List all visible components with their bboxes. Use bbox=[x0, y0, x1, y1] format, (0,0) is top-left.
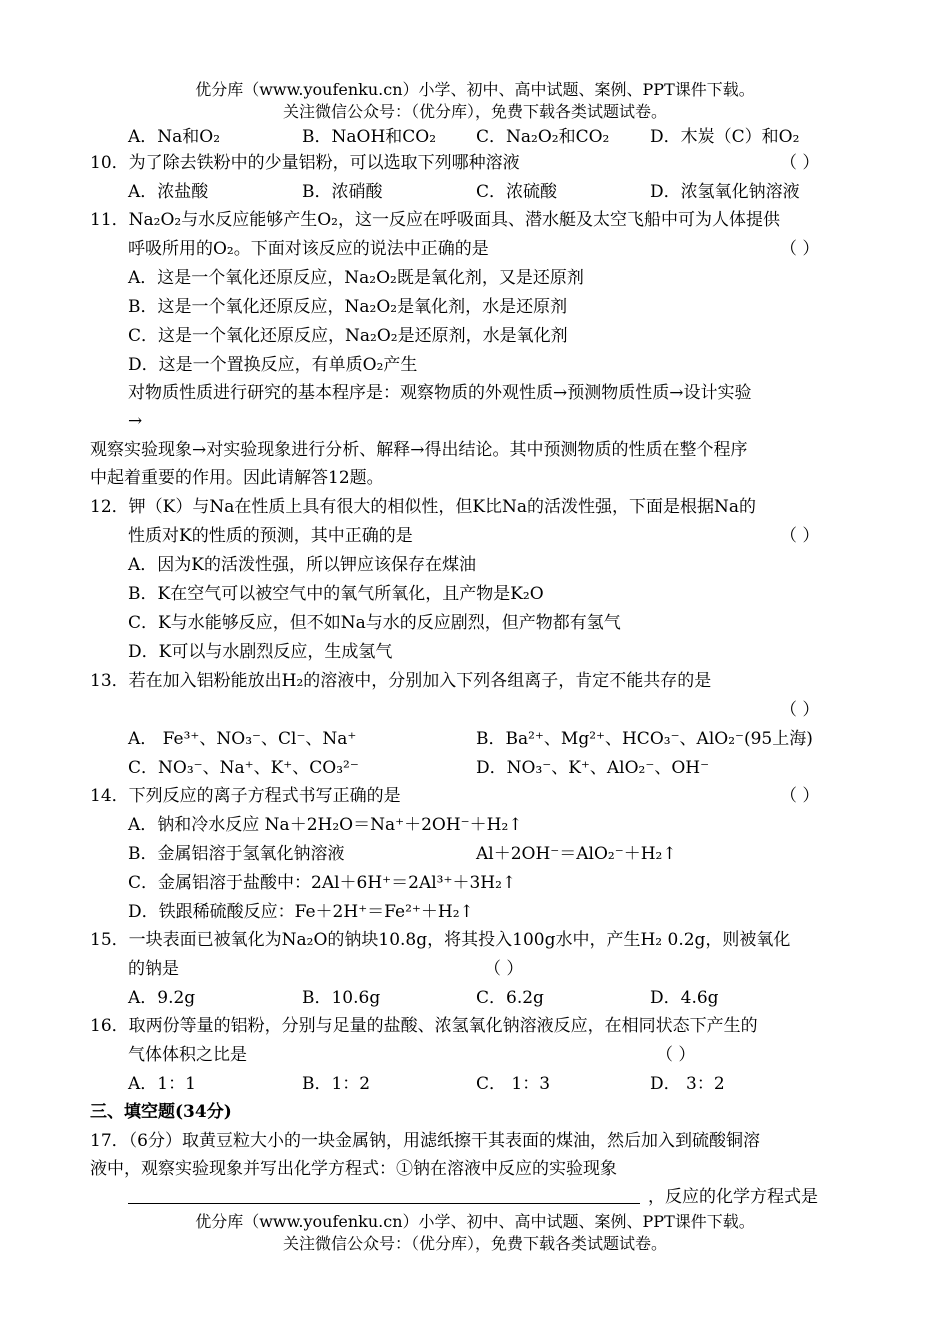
q9-option-d: D．木炭（C）和O₂ bbox=[650, 127, 800, 147]
q10-option-c: C．浓硫酸 bbox=[476, 182, 558, 202]
q13-option-c: C．NO₃⁻、Na⁺、K⁺、CO₃²⁻ bbox=[128, 758, 359, 778]
q11-option-d: D．这是一个置换反应，有单质O₂产生 bbox=[128, 355, 418, 375]
q9-option-a: A．Na和O₂ bbox=[128, 127, 221, 147]
section-3-title: 三、填空题(34分) bbox=[90, 1102, 232, 1122]
q11-option-b: B．这是一个氧化还原反应，Na₂O₂是氧化剂，水是还原剂 bbox=[128, 297, 568, 317]
footer-line-2: 关注微信公众号：（优分库），免费下载各类试题试卷。 bbox=[282, 1234, 667, 1253]
q16-stem-line-1: 16．取两份等量的铝粉，分别与足量的盐酸、浓氢氧化钠溶液反应，在相同状态下产生的 bbox=[90, 1016, 758, 1036]
q14-stem: 14．下列反应的离子方程式书写正确的是 bbox=[90, 786, 401, 806]
q17-stem-line-3-tail: ，反应的化学方程式是 bbox=[648, 1187, 818, 1207]
q15-stem-line-1: 15．一块表面已被氧化为Na₂O的钠块10.8g，将其投入100g水中，产生H₂ 0.2g，则被氧化 bbox=[90, 930, 791, 950]
q9-option-c: C．Na₂O₂和CO₂ bbox=[476, 127, 610, 147]
q10-stem: 10．为了除去铁粉中的少量铝粉，可以选取下列哪种溶液 bbox=[90, 153, 520, 173]
q14-option-d: D．铁跟稀硫酸反应：Fe＋2H⁺＝Fe²⁺＋H₂↑ bbox=[128, 902, 474, 922]
intro-line-3: 观察实验现象→对实验现象进行分析、解释→得出结论。其中预测物质的性质在整个程序 bbox=[90, 440, 748, 460]
q15-option-c: C．6.2g bbox=[476, 988, 544, 1008]
q12-stem-line-1: 12．钾（K）与Na在性质上具有很大的相似性，但K比Na的活泼性强，下面是根据Na的 bbox=[90, 497, 757, 517]
header-line-2: 关注微信公众号：（优分库），免费下载各类试题试卷。 bbox=[282, 102, 667, 121]
q11-answer-paren: （ ） bbox=[780, 239, 820, 259]
q14-option-a: A．钠和冷水反应 Na＋2H₂O＝Na⁺＋2OH⁻＋H₂↑ bbox=[128, 815, 523, 835]
q12-option-a: A．因为K的活泼性强，所以钾应该保存在煤油 bbox=[128, 555, 476, 575]
q12-stem-line-2: 性质对K的性质的预测，其中正确的是 bbox=[128, 526, 413, 546]
q9-option-b: B．NaOH和CO₂ bbox=[302, 127, 437, 147]
q10-option-a: A．浓盐酸 bbox=[128, 182, 209, 202]
intro-line-4: 中起着重要的作用。因此请解答12题。 bbox=[90, 468, 384, 488]
q12-option-b: B．K在空气可以被空气中的氧气所氧化，且产物是K₂O bbox=[128, 584, 544, 604]
q15-stem-line-2: 的钠是 bbox=[128, 959, 179, 979]
q10-option-b: B．浓硝酸 bbox=[302, 182, 383, 202]
q11-option-a: A．这是一个氧化还原反应，Na₂O₂既是氧化剂，又是还原剂 bbox=[128, 268, 584, 288]
q16-option-b: B．1：2 bbox=[302, 1074, 371, 1094]
q13-answer-paren: （ ） bbox=[780, 700, 820, 720]
q14-option-b: B．金属铝溶于氢氧化钠溶液 bbox=[128, 844, 345, 864]
q13-option-a: A． Fe³⁺、NO₃⁻、Cl⁻、Na⁺ bbox=[128, 729, 357, 749]
q13-option-b: B．Ba²⁺、Mg²⁺、HCO₃⁻、AlO₂⁻(95上海) bbox=[476, 729, 813, 749]
q17-answer-blank[interactable] bbox=[128, 1203, 640, 1204]
q10-answer-paren: （ ） bbox=[780, 153, 820, 173]
q15-option-a: A．9.2g bbox=[128, 988, 196, 1008]
q16-option-d: D． 3：2 bbox=[650, 1074, 725, 1094]
q12-option-c: C．K与水能够反应，但不如Na与水的反应剧烈，但产物都有氢气 bbox=[128, 613, 621, 633]
q14-option-b-equation: Al＋2OH⁻＝AlO₂⁻＋H₂↑ bbox=[476, 844, 677, 864]
intro-line-2: → bbox=[128, 411, 143, 431]
q11-stem-line-2: 呼吸所用的O₂。下面对该反应的说法中正确的是 bbox=[128, 239, 489, 259]
q13-option-d: D．NO₃⁻、K⁺、AlO₂⁻、OH⁻ bbox=[476, 758, 710, 778]
q14-option-c: C．金属铝溶于盐酸中：2Al＋6H⁺＝2Al³⁺＋3H₂↑ bbox=[128, 873, 517, 893]
q16-stem-line-2: 气体体积之比是 bbox=[128, 1045, 247, 1065]
q15-answer-paren: （ ） bbox=[484, 959, 524, 979]
q16-option-a: A．1：1 bbox=[128, 1074, 196, 1094]
q11-stem-line-1: 11．Na₂O₂与水反应能够产生O₂，这一反应在呼吸面具、潜水艇及太空飞船中可为人体提供 bbox=[90, 210, 780, 230]
q11-option-c: C．这是一个氧化还原反应，Na₂O₂是还原剂，水是氧化剂 bbox=[128, 326, 568, 346]
q16-option-c: C． 1：3 bbox=[476, 1074, 551, 1094]
header-line-1: 优分库（www.youfenku.cn）小学、初中、高中试题、案例、PPT课件下载。 bbox=[195, 80, 755, 99]
intro-line-1: 对物质性质进行研究的基本程序是：观察物质的外观性质→预测物质性质→设计实验 bbox=[128, 383, 752, 403]
q12-option-d: D．K可以与水剧烈反应，生成氢气 bbox=[128, 642, 393, 662]
q13-stem: 13．若在加入铝粉能放出H₂的溶液中，分别加入下列各组离子，肯定不能共存的是 bbox=[90, 671, 712, 691]
q12-answer-paren: （ ） bbox=[780, 526, 820, 546]
q17-stem-line-2: 液中，观察实验现象并写出化学方程式：①钠在溶液中反应的实验现象 bbox=[90, 1159, 617, 1179]
q15-option-d: D．4.6g bbox=[650, 988, 719, 1008]
q15-option-b: B．10.6g bbox=[302, 988, 381, 1008]
q10-option-d: D．浓氢氧化钠溶液 bbox=[650, 182, 800, 202]
footer-line-1: 优分库（www.youfenku.cn）小学、初中、高中试题、案例、PPT课件下载。 bbox=[195, 1212, 755, 1231]
q14-answer-paren: （ ） bbox=[780, 786, 820, 806]
q16-answer-paren: （ ） bbox=[656, 1045, 696, 1065]
q17-stem-line-1: 17．（6分）取黄豆粒大小的一块金属钠，用滤纸擦干其表面的煤油，然后加入到硫酸铜溶 bbox=[90, 1131, 760, 1151]
